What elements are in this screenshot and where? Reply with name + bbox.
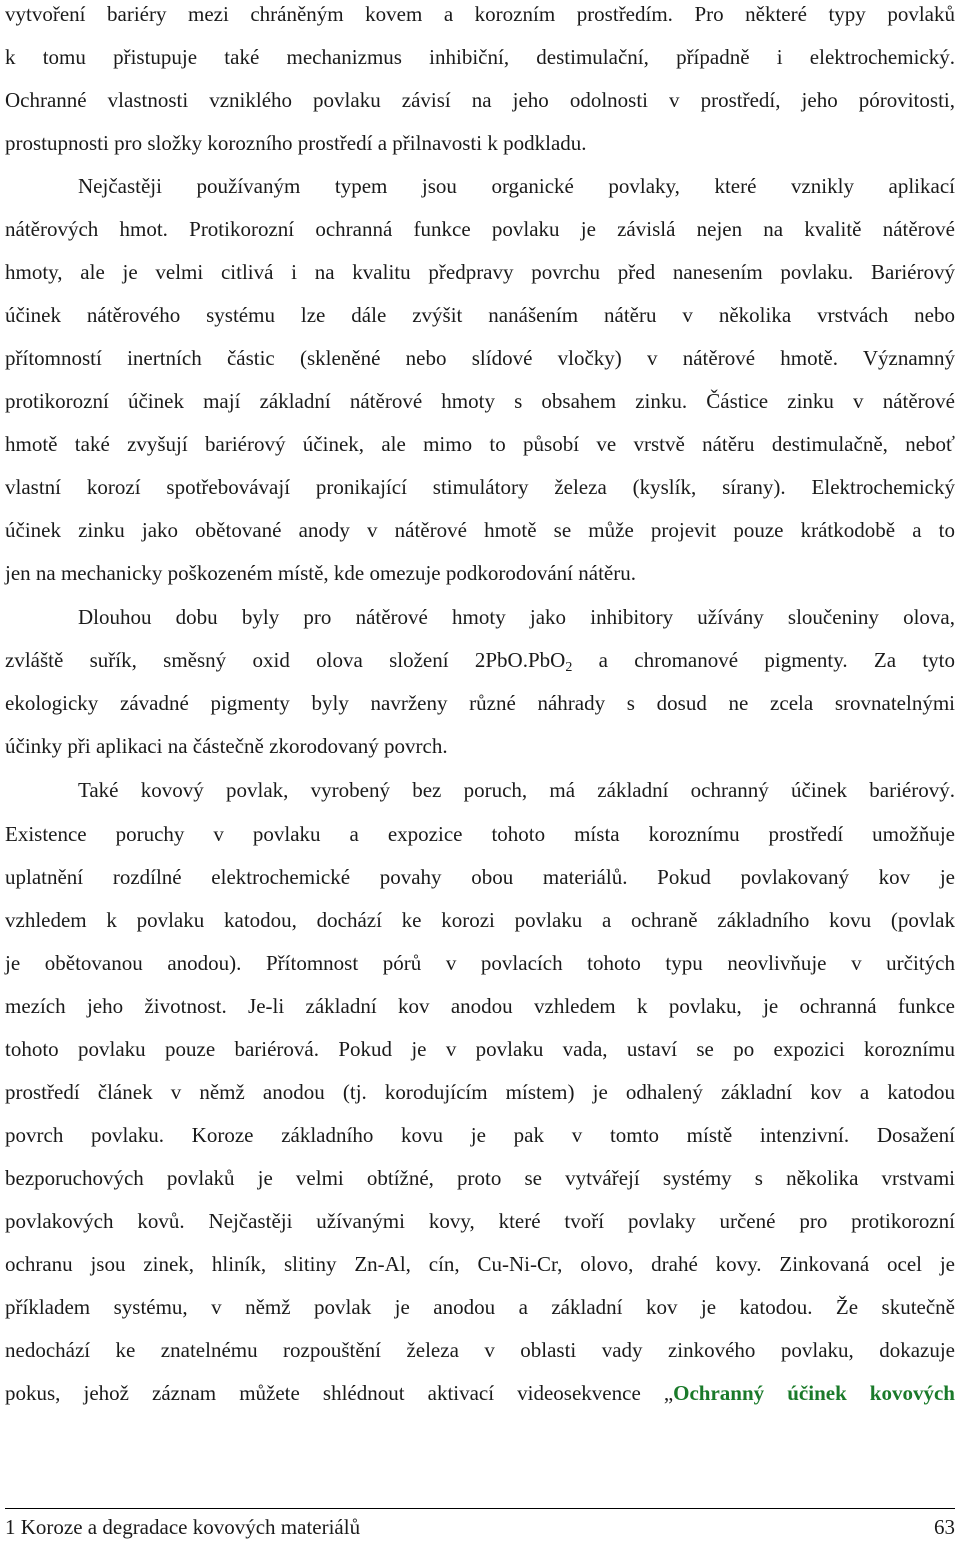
text-line: Dlouhou dobu byly pro nátěrové hmoty jako inhibitory užívány sloučeniny olova, [78, 605, 955, 629]
video-sequence-link[interactable]: Ochranný účinek kovových [673, 1381, 955, 1405]
text-line: příkladem systému, v němž povlak je anodou a základní kov je katodou. Že skutečně [5, 1295, 955, 1319]
text-line: povrch povlaku. Koroze základního kovu je pak v tomto místě intenzivní. Dosažení [5, 1123, 955, 1147]
text-line: povlakových kovů. Nejčastěji užívanými kovy, které tvoří povlaky určené pro protikorozní [5, 1209, 955, 1233]
formula-subscript: 2 [565, 660, 573, 675]
text-line: ekologicky závadné pigmenty byly navrženy různé náhrady s dosud ne zcela srovnatelnými [5, 691, 955, 715]
text-line: účinky při aplikaci na částečně zkorodovaný povrch. [5, 734, 448, 758]
formula-text-after: a chromanové pigmenty. Za tyto [572, 648, 956, 672]
formula-text-before: zvláště suřík, směsný oxid olova složení 2PbO.PbO [5, 648, 566, 672]
text-line: vzhledem k povlaku katodou, dochází ke korozi povlaku a ochraně základního kovu (povlak [5, 908, 955, 932]
text-line: uplatnění rozdílné elektrochemické povahy obou materiálů. Pokud povlakovaný kov je [5, 865, 955, 889]
text-line: prostředí článek v němž anodou (tj. korodujícím místem) je odhalený základní kov a katodou [5, 1080, 955, 1104]
text-line: tohoto povlaku pouze bariérová. Pokud je v povlaku vada, ustaví se po expozici koroznímu [5, 1037, 955, 1061]
text-line: nedochází ke znatelnému rozpouštění železa v oblasti vady zinkového povlaku, dokazuje [5, 1338, 955, 1362]
footer-divider [5, 1508, 955, 1509]
text-before-link: pokus, jehož záznam můžete shlédnout aktivací videosekvence „ [5, 1381, 674, 1405]
text-line: k tomu přistupuje také mechanizmus inhibiční, destimulační, případně i elektrochemický. [5, 45, 955, 69]
text-line: protikorozní účinek mají základní nátěrové hmoty s obsahem zinku. Částice zinku v nátěrové [5, 389, 955, 413]
text-line: Nejčastěji používaným typem jsou organické povlaky, které vznikly aplikací [78, 174, 955, 198]
text-line: účinek zinku jako obětované anody v nátěrové hmotě se může projevit pouze krátkodobě a to [5, 518, 955, 542]
text-line: nátěrových hmot. Protikorozní ochranná funkce povlaku je závislá nejen na kvalitě nátěrové [5, 217, 955, 241]
text-line: vlastní korozí spotřebovávají pronikající stimulátory železa (kyslík, sírany). Elektrochemický [5, 475, 955, 499]
text-line: účinek nátěrového systému lze dále zvýšit nanášením nátěru v několika vrstvách nebo [5, 303, 955, 327]
text-line: Existence poruchy v povlaku a expozice tohoto místa koroznímu prostředí umožňuje [5, 822, 955, 846]
text-line-formula [5, 646, 955, 674]
text-line: bezporuchových povlaků je velmi obtížné, proto se vytvářejí systémy s několika vrstvami [5, 1166, 955, 1190]
text-line-with-link [5, 1379, 955, 1407]
page-number: 63 [934, 1515, 955, 1539]
text-line: přítomností inertních částic (skleněné nebo slídové vločky) v nátěrové hmotě. Významný [5, 346, 955, 370]
text-line: jen na mechanicky poškozeném místě, kde omezuje podkorodování nátěru. [5, 561, 636, 585]
text-line: mezích jeho životnost. Je-li základní kov anodou vzhledem k povlaku, je ochranná funkce [5, 994, 955, 1018]
text-line: je obětovanou anodou). Přítomnost pórů v povlacích tohoto typu neovlivňuje v určitých [5, 951, 955, 975]
footer-chapter-title: 1 Koroze a degradace kovových materiálů [5, 1515, 361, 1539]
text-line: hmoty, ale je velmi citlivá i na kvalitu předpravy povrchu před nanesením povlaku. Bariérový [5, 260, 955, 284]
text-line: Také kovový povlak, vyrobený bez poruch, má základní ochranný účinek bariérový. [78, 778, 955, 802]
text-line: Ochranné vlastnosti vzniklého povlaku závisí na jeho odolnosti v prostředí, jeho pórovitosti, [5, 88, 955, 112]
text-line: ochranu jsou zinek, hliník, slitiny Zn-Al, cín, Cu-Ni-Cr, olovo, drahé kovy. Zinkovaná ocel je [5, 1252, 955, 1276]
text-line: prostupnosti pro složky korozního prostředí a přilnavosti k podkladu. [5, 131, 587, 155]
text-line: hmotě také zvyšují bariérový účinek, ale mimo to působí ve vrstvě nátěru destimulačně, neboť [5, 432, 955, 456]
text-line: vytvoření bariéry mezi chráněným kovem a korozním prostředím. Pro některé typy povlaků [5, 2, 955, 26]
